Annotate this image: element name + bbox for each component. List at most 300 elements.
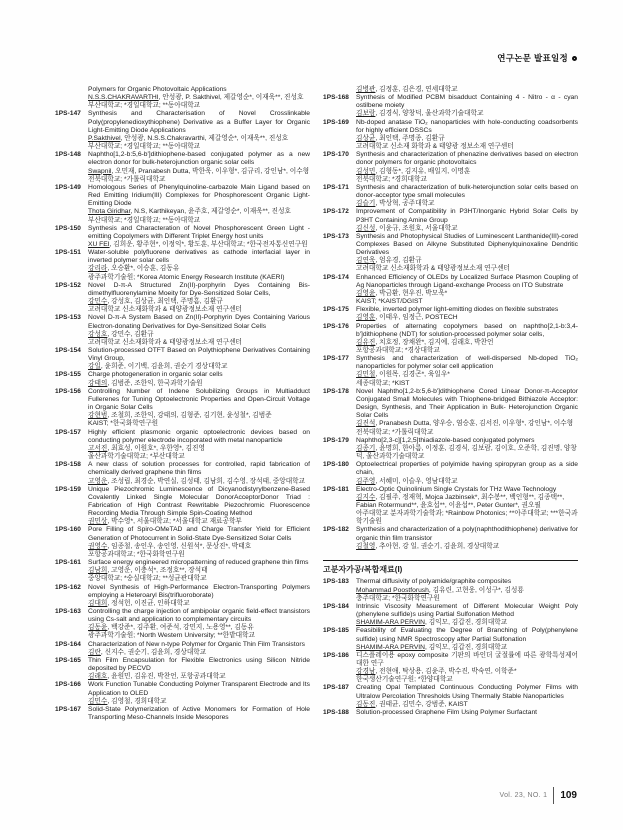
entry-authors [88,445,310,453]
entry-number: 1PS-186 [323,651,349,659]
entry-authors [356,314,578,322]
entry-title: Flexible, inverted polymer light-emitting diodes on flexible substrates [356,306,559,314]
entry-body [356,119,578,152]
entry-body [356,355,578,388]
entry-number: 1PS-158 [55,461,81,469]
entry-body [88,225,310,249]
entry-body [356,603,578,627]
content-columns [55,86,578,722]
entry-title: Work Function Tunable Conducting Polymer Transparent Electrode and Its Application to OLED [88,681,310,697]
program-entry [55,86,310,110]
entry-number [55,86,88,110]
entry-number: 1PS-173 [323,232,349,240]
section-title: 고분자가공/복합재료(I) [323,565,403,575]
first-author: 김철영 [356,542,376,550]
coauthors: , 이윤규, 조원호, 서울대학교 [375,224,458,232]
coauthors: , 권태균, 김민수, 강범준, KAIST [375,700,468,708]
program-entry [323,486,578,527]
entry-number: 1PS-167 [55,705,81,713]
entry-body [88,314,310,347]
first-author: 강성호 [88,330,108,338]
entry-number: 1PS-148 [55,151,81,159]
entry-body [88,657,310,681]
entry-authors [88,331,310,339]
first-author: P.Sakthivel [88,134,121,142]
entry-number: 1PS-182 [323,526,349,534]
coauthors: , 백강준*, 김주환, 여준석, 강민지, 노용영**, 김동유 [107,624,254,632]
entry-authors [88,380,310,388]
program-entry [323,323,578,356]
coauthors: , 안성광, N.S.S.Chakravarthi, 제갈영순*, 이재욱**, 진성호 [120,134,289,142]
entry-number: 1PS-157 [55,428,81,436]
program-entry [55,526,310,559]
coauthors: , 박금환, 현우진, 박모욱* [375,289,448,297]
entry-title: Thermal diffusivity of polyamide/graphite composites [356,578,512,586]
coauthors: , 김범준, 조한익, 한국과학기술원 [107,379,203,387]
entry-number [323,86,356,94]
entry-affiliation: 부산대학교; *경일대학교; **동아대학교 [88,143,201,151]
first-author: 김진석 [356,420,376,428]
coauthors: , 서혜미, 이슬우, 영남대학교 [375,477,458,485]
program-entry [55,110,310,151]
entry-authors [356,587,578,595]
entry-title: Synthesis and characterization of phenazine derivatives based on electron donor polymers for organic photovoltaics [356,151,578,167]
program-entry [323,94,578,118]
first-author: 김슬기 [356,200,376,208]
section-rule [323,560,578,561]
program-entry [55,151,310,184]
program-entry [323,119,578,152]
entry-title: Synthesis and characterization of a poly(naphthodithiophene) derivative for organic thin film transistor [356,526,578,542]
entry-body [356,461,578,485]
entry-affiliation: 중앙대학교; *숭실대학교; **성균관대학교 [88,575,207,583]
first-author: 김민철 [356,371,376,379]
program-entry [55,347,310,371]
entry-title: Unique Piezochromic Luminescence of Dicyanodistyrylbenzene-Based Covalently Linked Single Molecular DonorAcceptorDonor Triad : Fabrication of High Contrast Rewritable Piezochromic Fluorescence Recording Media Through Simple Spin-Coating Method [88,485,310,518]
entry-title: Synthesis and characterization of bulk-heterojunction solar cells based on donor-acceptor type small molecules [356,183,578,200]
entry-authors [88,298,310,306]
program-entry [55,388,310,429]
entry-authors [88,208,310,216]
entry-number: 1PS-155 [55,371,81,379]
program-entry [55,584,310,608]
coauthors: , 박상혁, 공주대학교 [375,200,435,208]
entry-number: 1PS-174 [323,273,349,281]
entry-title: Intrinsic Viscosity Measurement of Different Molecular Weight Poly (phenylene sulfide)s using Partial Sulfonation Method [356,602,578,619]
coauthors: , 강민수, 김환규 [107,330,154,338]
first-author: 김민수 [88,697,108,705]
program-entry [55,249,310,282]
first-author: 김상균 [356,134,376,142]
program-entry [55,706,310,722]
entry-authors [356,200,578,208]
entry-body [356,437,578,461]
entry-authors [88,518,310,526]
first-author: 강리라 [88,265,108,273]
first-author: 김유진 [356,338,376,346]
entry-title: Electro-Optic Quinolinium Single Crystals for THz Wave Technology [356,485,557,493]
entry-body [356,94,578,118]
entry-title: Synthesis and characterization of well-dispersed Nb-doped TiO₂ nanoparticles for polymer solar cell application [356,355,578,371]
program-entry [55,314,310,347]
entry-affiliation: 포항공과대학교; *경상대학교 [356,347,440,354]
coauthors: , 전현애, 탁상용, 김윤주, 박수진, 박숙연, 이학준* [375,668,517,676]
first-author: 김남희 [88,567,108,575]
entry-authors [356,445,578,461]
entry-title: Feasibility of Evaluating the Degree of Branching of Poly(phenylene sulfide) using NMR Spectroscopy after Partial Sulfonation [356,627,578,643]
coauthors: , 강성호, 김상균, 최인택, 주명흠, 김환규 [107,298,223,306]
program-entry [55,371,310,387]
entry-title: Synthesis and Characteration of Novel Phosphorescent Green Light - emitting Copolymers with Different Triplet Energy host units [88,224,310,240]
program-entry [323,151,578,184]
page-footer [500,787,577,804]
first-author: 강민수 [88,298,108,306]
first-author: 강현범 [88,412,108,420]
coauthors: , 김정훈, 김은경, 연세대학교 [375,86,458,93]
entry-number: 1PS-163 [55,608,81,615]
entry-body [356,323,578,356]
entry-body [88,559,310,583]
entry-authors [356,339,578,347]
footer-divider [553,787,554,804]
entry-title: Homologous Series of Phenylquinoline-carbazole Main Ligand based on Red Emitting Iridium(III) Complexes for Phosphorescent Organic Light-Emitting Diode [88,183,310,208]
entry-authors [356,644,578,652]
coauthors: , 임종철, 송인우, 송인영, 신원석*, 문상진*, 박태호 [107,542,252,550]
entry-authors [88,135,310,143]
entry-number: 1PS-184 [323,602,349,610]
coauthors: , 정석헌, 이진균, 인하대학교 [107,599,190,607]
entry-number: 1PS-187 [323,684,349,692]
entry-affiliation: 세종대학교; *KIST [356,379,410,387]
coauthors: , 조철희, 조한익, 강태의, 김형준, 김기현, 윤성철*, 김범준 [107,412,272,420]
entry-authors [88,698,310,706]
entry-body [88,608,310,641]
left-column [55,86,310,722]
entry-title: Naphtho[1,2-b:5,6-b']dithiophene-based conjugated polymer as a new electron donor for bulk-heterojunction organic solar cells [88,151,310,167]
entry-title: Improvement of Compatibility in P3HT/Inorganic Hybrid Solar Cells by P3HT Containing Amine Group [356,208,578,224]
entry-body [356,274,578,307]
program-entry [55,282,310,315]
first-author: 강일 [88,363,101,371]
entry-title: Controlling the charge injection of ambipolar organic field-effect transistors using Cs-salt and application to complementary circuits [88,608,310,624]
entry-number: 1PS-168 [323,94,349,102]
entry-body [88,151,310,184]
entry-body [88,429,310,462]
entry-title: Enhanced Efficiency of OLEDs by Localized Surface Plasmon Coupling of Ag Nanoparticles through Ligand-exchange Process on ITO Substrate [356,273,578,289]
entry-title: Surface energy engineered micropatterning of reduced graphene thin films [88,559,309,567]
first-author: Swapnil [88,167,112,175]
first-author: SHAMIM-ARA PERVIN [356,619,425,627]
entry-title: A new class of solution processes for controlled, rapid fabrication of chemically derived graphene thin films [88,461,310,477]
entry-affiliation: 고려대학교 신소재화학과 & 태양광정보소재 연구센터 [88,306,243,314]
entry-body [356,709,578,717]
entry-title: Water-soluble polyfluorene derivatives as cathode interfacial layer in inverted polymer solar cells [88,249,310,265]
entry-authors [356,494,578,510]
program-entry [323,461,578,485]
entry-body [88,388,310,429]
program-entry [323,306,578,322]
entry-body [356,208,578,232]
first-author: 김동윤 [88,624,108,632]
entry-body [356,184,578,208]
entry-body [356,86,578,94]
coauthors: , 추아현, 강 일, 권순기, 김윤희, 경상대학교 [375,542,500,550]
page-number: 109 [560,790,577,801]
program-entry [55,559,310,583]
entry-authors [356,86,578,94]
entry-number: 1PS-176 [323,322,349,330]
entry-title: Solution-processed OTFT Based on Polythiophene Derivatives Containing Vinyl Group, [88,347,310,363]
coauthors: , 윤명희, 한아름, 이정훈, 김경식, 김보람, 김이호, 오준학, 김진명, 양창덕, 울산과학기술대학교 [356,444,577,461]
first-author: 김병관 [356,86,376,93]
entry-body [356,388,578,437]
entry-title: Novel D-π-A System Based on Zn(II)-Porphyrin Dyes Containing Various Electron-donating Derivatives for Dye-Sensitized Solar Cells [88,314,310,330]
entry-title: Nb-doped anatase TiO₂ nanoparticles with hole-conducting coadsorbents for highly efficient DSSCs [356,118,578,134]
program-entry [55,429,310,462]
entry-affiliation: 전북대학교; *경희대학교 [356,175,427,183]
entry-title: Properties of alternating copolymers based on naphtho[2,1-b:3,4-b']dithiophene (NDT) for solution-processed polymer solar cells, [356,322,578,338]
first-author: 김주영 [356,477,376,485]
entry-authors [356,701,578,709]
first-author: 강경남 [356,668,376,676]
first-author: N.S.S.CHAKRAVARTHI [88,94,159,102]
entry-affiliation: 한국생산기술연구원; *한양대학교 [356,676,453,684]
entry-number: 1PS-162 [55,583,81,591]
entry-affiliation: 고려대학교 신소재화학과 & 태양광정보소재 연구센터 [356,265,511,273]
entry-body [88,110,310,151]
coauthors: , 신지수, 권순기, 김윤희, 경상대학교 [100,648,207,656]
first-author: 권민상 [88,518,108,526]
entry-number: 1PS-152 [55,281,81,289]
entry-affiliation: 아주대학교 분자과학기술학과; *Rainbow Photonics; **아주대학교; ***한국과학기술원 [356,510,578,526]
program-entry [323,709,578,717]
entry-title: Synthesis and Characterisation of Novel Crosslinkable Poly(propylenedioxythiophene) Derivative as a Buffer Layer for Organic Light-Emitting Diode Applications [88,110,310,134]
entry-affiliation: KAIST; *KAIST/DGIST [356,298,423,306]
coauthors: , 엄유경, 김환규 [375,257,422,265]
entry-title: Solution-processed Graphene Film Using Polymer Surfactant [356,708,538,716]
page-header-title: 연구논문 발표일정 [497,53,568,63]
entry-number: 1PS-164 [55,640,81,648]
program-entry [323,526,578,550]
entry-authors [88,363,310,371]
program-entry [323,274,578,307]
program-entry [323,355,578,388]
coauthors: , Pranabesh Dutta, 양우승, 염승훈, 김서진, 이우형*, 강인남*, 이수형 [375,420,574,428]
entry-number: 1PS-165 [55,656,81,664]
first-author: 권영수 [88,542,108,550]
entry-authors [356,225,578,233]
entry-number: 1PS-156 [55,387,81,395]
entry-authors [356,619,578,627]
entry-authors [356,110,578,118]
entry-authors [356,420,578,428]
entry-number: 1PS-159 [55,485,81,493]
first-author: 김래호 [88,673,108,681]
entry-authors [356,168,578,176]
entry-title: Pore Filling of Spiro-OMeTAD and Charge Transfer Yield for Efficient Generation of Photocurrent in Solid-State Dye-Sensitized Solar Cells [88,526,310,542]
coauthors: , N.S, Karthikeyan, 윤주호, 제갈영순*, 이재욱**, 진성호 [130,208,291,216]
entry-number: 1PS-149 [55,183,81,191]
coauthors: , 고영운, 이충석*, 조정호**, 장석태 [107,567,208,575]
entry-affiliation: 포항공과대학교; *한국화학연구원 [88,550,185,558]
program-entry [55,461,310,485]
first-author: 김보람 [356,110,376,118]
program-entry [55,184,310,225]
entry-title: Controlling Number of Indene Solubilizing Groups in Multiadduct Fullerenes for Tuning Optoelectronic Properties and Open-Circuit Voltage in Organic Solar Cells [88,387,310,412]
entry-body [88,486,310,527]
first-author: 김지수 [356,493,376,501]
entry-body [356,306,578,322]
entry-body [88,461,310,485]
entry-authors [356,290,578,298]
coauthors: , 김경식, 양창덕, 울산과학기술대학교 [375,110,484,118]
entry-number: 1PS-171 [323,183,349,191]
first-author: 김동진 [356,700,376,708]
entry-authors [356,135,578,143]
entry-affiliation: 전북대학교; *가톨릭대학교 [88,175,166,183]
coauthors: , 오민재, Pranabesh Dutta, 박한욱, 이우형*, 김규리, 강인남*, 이수형 [111,167,310,175]
section-header [323,560,578,576]
coauthors: , 박수영*, 서울대학교; *서울대학교 재료공학부 [107,518,242,526]
program-entry [55,225,310,249]
program-entry [55,681,310,705]
first-author: Thota Giridhar [88,208,131,216]
entry-authors [356,478,578,486]
first-author: 김대희 [88,599,108,607]
first-author: 김성민 [356,167,376,175]
right-column [323,86,578,722]
coauthors: , 안성광, P. Sakthivel, 제갈영순*, 이재욱**, 진성호 [158,94,304,102]
entry-number: 1PS-177 [323,355,349,363]
first-author: 강태의 [88,379,108,387]
entry-body [88,641,310,657]
program-entry [55,608,310,641]
entry-body [356,578,578,602]
entry-authors [88,265,310,273]
entry-body [356,526,578,550]
entry-authors [88,543,310,551]
entry-title: Characterization of New n-type Polymer for Organic Thin Film Transistors [88,640,305,648]
entry-title: Solid-State Polymerization of Active Monomers for Formation of Hole Transporting Meso-Channels Inside Mesopores [88,705,310,722]
entry-affiliation: KAIST; *한국화학연구원 [88,420,159,428]
coauthors: , 김필주, 정재혁, Mojca Jazbinsek*, 최수봉**, 백인형**, 김종택**, Fabian Rotermund**, 윤호섭**, 이윤섭**, Peter Gunter*, 권오필 [356,493,565,509]
ring-icon [572,56,577,61]
coauthors: , 윤희준, 이기백, 김윤희, 권순기 경상대학교 [100,363,228,371]
first-author: 고영운 [88,477,108,485]
entry-affiliation: 부산대학교; *경일대학교; **동아대학교 [88,102,201,110]
entry-authors [356,371,578,379]
first-author: 김영훈 [356,314,376,322]
entry-body [356,627,578,651]
entry-authors [88,478,310,486]
first-author: XU FEI [88,240,110,248]
program-entry [55,657,310,681]
first-author: 김영윤 [356,289,376,297]
entry-title: Thin Film Encapsulation for Flexible Electronics using Silicon Nitride deposited by PECVD [88,656,310,673]
first-author: Mohammad Poostforush [356,586,429,594]
entry-affiliation: 광주과학기술원; *North Western University; **한밭대학교 [88,632,255,640]
entry-body [356,684,578,708]
entry-body [88,282,310,315]
page-header [497,52,577,64]
entry-body [356,486,578,527]
coauthors: , 오승환*, 이승훈, 김동유 [107,265,180,273]
program-entry [323,184,578,208]
coauthors: , 조성립, 최경순, 박연실, 김성태, 김남희, 김수영, 장석태, 중앙대학교 [107,477,306,485]
entry-title: Synthesis and Photophysical Studies of Luminescent Lanthanide(III)-cored Complexes Based on Alkyne Substituted Diphenylquinoxaline Dendritic Derivatives [356,232,578,257]
entry-number: 1PS-172 [323,208,349,216]
entry-authors [88,168,310,176]
coauthors: , 윤원민, 김유진, 박찬언, 포항공과대학교 [107,673,226,681]
entry-title: Optoelectrical properties of polyimide having spiropyran group as a side chain, [356,461,578,477]
entry-title: Highly efficient plasmonic organic optoelectronic devices based on conducting polymer electrode incoporated with metal nanoparticle [88,428,310,444]
volume-label: Vol. 23, NO. 1 [499,792,548,799]
coauthors: , 치호정, 장채완*, 김지예, 김래호, 박찬언 [375,338,494,346]
first-author: 고서진 [88,444,108,452]
coauthors: , 이태우, 임정근, POSTECH [375,314,458,322]
entry-number: 1PS-185 [323,627,349,635]
first-author: 김종기 [356,444,376,452]
entry-title: Creating Opal Templated Continuous Conducting Polymer Films with Ultralow Percolation Thresholds Using Thermally Stable Nanoparticles [356,684,578,700]
program-entry [323,86,578,94]
entry-body [88,184,310,225]
entry-body [88,249,310,282]
coauthors: , 김익모, 김갑진, 경희대학교 [425,643,508,651]
entry-body [88,371,310,387]
program-entry [323,388,578,437]
entry-number: 1PS-150 [55,224,81,232]
coauthors: , 최인택, 주명종, 김환규 [375,134,445,142]
first-author: 김란 [88,648,101,656]
coauthors: , 김익모, 김갑진, 경희대학교 [425,619,508,627]
program-entry [323,437,578,461]
coauthors: , 김유린, 고현웅, 이성구*, 김성룡 [428,586,524,594]
entry-authors [88,673,310,681]
program-entry [55,641,310,657]
entry-number: 1PS-166 [55,681,81,689]
entry-authors [88,649,310,657]
entry-number: 1PS-160 [55,526,81,534]
entry-number: 1PS-183 [323,578,349,586]
entry-body [356,151,578,184]
coauthors: , 김영철, 경희대학교 [107,697,167,705]
entry-title: Polymers for Organic Photovoltaic Applications [88,86,227,93]
first-author: 김신성 [356,224,376,232]
entry-title: 디스플레이용 epoxy composite 기판의 바인더 굴절률에 따른 광학특성제어 대한 연구 [356,651,578,667]
entry-authors [356,543,578,551]
program-entry [323,208,578,232]
entry-body [88,681,310,705]
entry-affiliation: 전북대학교; *가톨릭대학교 [356,428,434,436]
entry-number: 1PS-161 [55,559,81,567]
program-entry [323,627,578,651]
program-entry [323,652,578,685]
entry-body [356,233,578,274]
entry-affiliation: 고려대학교 신소재 화학과 & 태양광 정보소재 연구센터 [356,143,514,151]
entry-title: Novel Naphtho[1,2-b:5,6-b']dithiophene Cored Linear Donor-π-Acceptor Conjugated Small Molecules with Thiophene-bridged Bithiazole Acceptor: Design, Synthesis, and Their Application in Bulk- Heterojunction Organic Solar Cells [356,387,578,420]
entry-authors [88,600,310,608]
entry-body [88,526,310,559]
entry-affiliation: 충주대학교; *한국화학연구원 [356,594,440,602]
entry-number: 1PS-180 [323,461,349,469]
coauthors: , 김형동*, 김지유, 배일지, 이명훈 [375,167,471,175]
entry-title: Novel Synthesis of High-Performance Electron-Transporting Polymers employing a Heteroaryl Bis(trifluoroborate) [88,583,310,599]
coauthors: , 김희운, 황주현*, 이정익*, 황도훈, 부산대학교; *한국전자통신연구원 [109,240,308,248]
entry-number: 1PS-147 [55,110,81,118]
entry-number: 1PS-170 [323,151,349,159]
entry-number: 1PS-188 [323,708,349,716]
first-author: SHAMIM-ARA PERVIN [356,643,425,651]
